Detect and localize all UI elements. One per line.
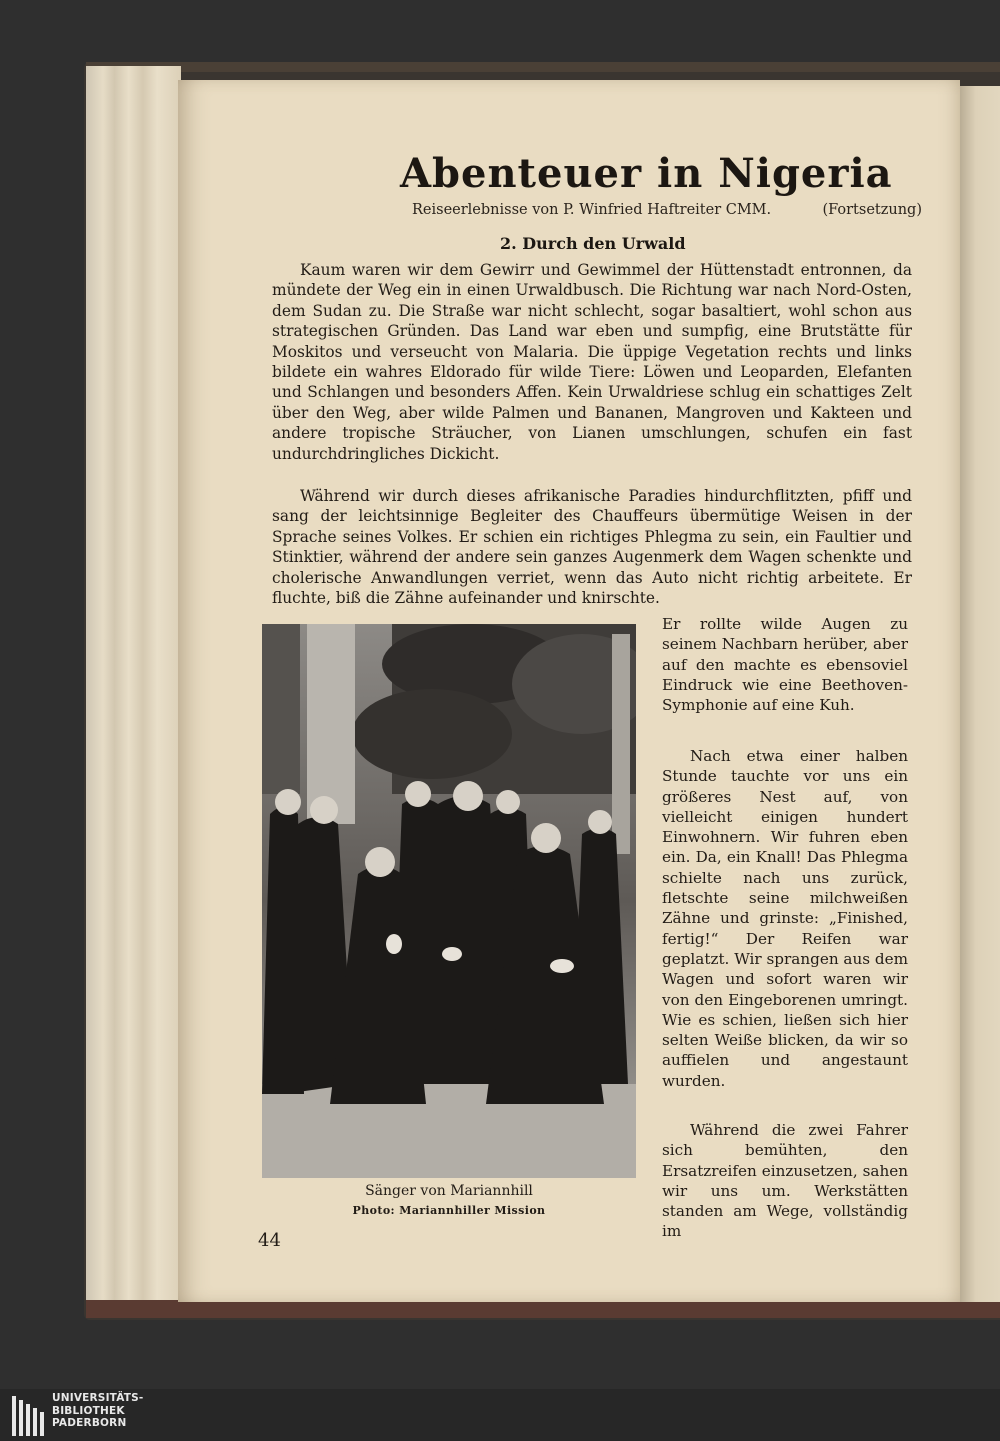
group-photo	[262, 624, 636, 1178]
page-stack-edge	[86, 66, 181, 1316]
photo-illustration	[262, 624, 636, 1178]
paragraph-1: Kaum waren wir dem Gewirr und Gewimmel der Hüttenstadt entronnen, da mündete der Weg ein in einen Urwaldbusch. Die Richtung war nach Nord-Osten, dem Sudan zu. Die Straße war nicht schlecht, sogar basaltiert, wohl schon aus strategischen Gründen. Das Land war eben und sumpfig, eine Brutstätte für Moskitos und verseucht von Malaria. Die üppige Vegetation rechts und links bildete ein wahres Eldorado für wilde Tiere: Löwen und Leoparden, Elefanten und Schlangen und besonders Affen. Kein Urwaldriese schlug ein schattiges Zelt über den Weg, aber wilde Palmen und Bananen, Mangroven und Kakteen und andere tropische Sträucher, von Lianen umschlungen, schufen ein fast undurchdringliches Dickicht.	[272, 261, 912, 463]
footer-bar	[0, 1389, 1000, 1441]
photo-credit: Photo: Mariannhiller Mission	[352, 1204, 546, 1217]
library-logo-icon	[12, 1396, 48, 1436]
facing-page-edge	[960, 86, 1000, 1302]
page-number: 44	[258, 1230, 281, 1251]
logo-line-1: UNIVERSITÄTS-	[52, 1392, 144, 1404]
article-subtitle: Reiseerlebnisse von P. Winfried Haftreiter CMM.	[412, 202, 772, 218]
logo-line-2: BIBLIOTHEK	[52, 1404, 125, 1417]
photo-caption: Sänger von Mariannhill	[365, 1183, 533, 1199]
column-paragraph-3: Während die zwei Fahrer sich bemühten, den Ersatzreifen einzusetzen, sahen wir uns um. Werkstätten standen am Wege, vollständig im	[662, 1121, 908, 1241]
paragraph-2: Während wir durch dieses afrikanische Paradies hindurchflitzten, pfiff und sang der leichtsinnige Begleiter des Chauffeurs übermütige Weisen in der Sprache seines Volkes. Er schien ein richtiges Phlegma zu sein, ein Faultier und Stinktier, während der andere sein ganzes Augenmerk dem Wagen schenkte und cholerische Anwandlungen verriet, wenn das Auto nicht richtig arbeitete. Er fluchte, biß die Zähne aufeinander und knirschte.	[272, 487, 912, 608]
book-cover-bottom	[86, 1300, 1000, 1318]
column-paragraph-1: Er rollte wilde Augen zu seinem Nachbarn herüber, aber auf den machte es ebensoviel Eindruck wie eine Beethoven-Symphonie auf eine Kuh.	[662, 615, 908, 715]
column-paragraph-2: Nach etwa einer halben Stunde tauchte vor uns ein größeres Nest auf, von vielleicht einigen hundert Einwohnern. Wir fuhren eben ein. Da, ein Knall! Das Phlegma schielte nach uns zurück, fletschte seine milchweißen Zähne und grinste: „Finished, fertig!“ Der Reifen war geplatzt. Wir sprangen aus dem Wagen und sofort waren wir von den Eingeborenen umringt. Wie es schien, ließen sich hier selten Weiße blicken, da wir so auffielen und angestaunt wurden.	[662, 747, 908, 1090]
continuation-note: (Fortsetzung)	[822, 202, 922, 218]
article-title: Abenteuer in Nigeria	[400, 150, 893, 197]
section-heading: 2. Durch den Urwald	[500, 234, 686, 253]
logo-line-3: PADERBORN	[52, 1417, 127, 1429]
library-logo-text	[52, 1392, 143, 1430]
article-byline-row	[412, 202, 922, 218]
book-top-edge	[86, 62, 1000, 72]
